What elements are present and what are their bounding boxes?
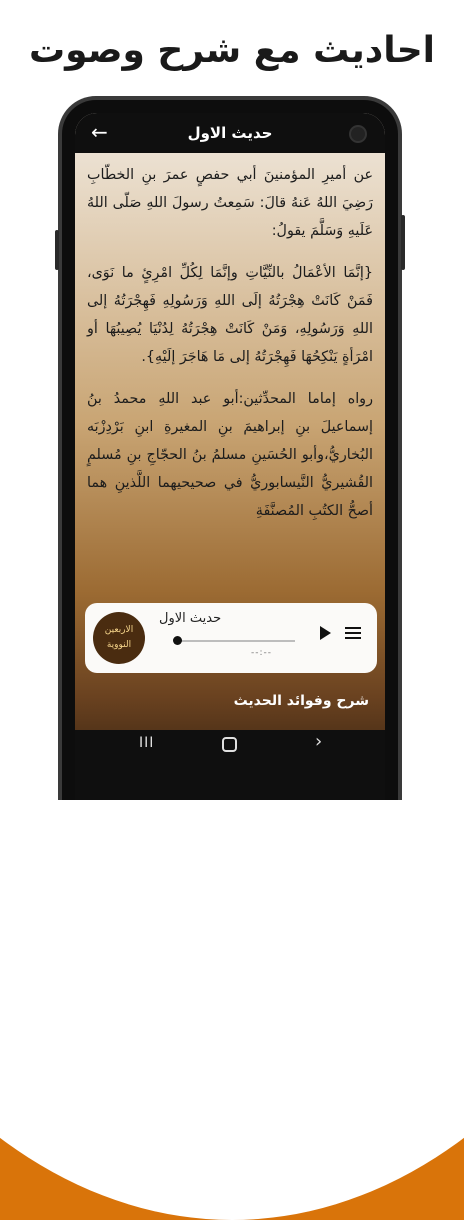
seek-bar[interactable] <box>177 640 295 642</box>
hadith-content <box>87 161 373 539</box>
explanation-section-title[interactable]: شرح وفوائد الحديث <box>233 693 369 709</box>
app-screen <box>75 113 385 800</box>
time-display: --:-- <box>251 648 273 658</box>
recents-icon[interactable]: III <box>139 735 155 751</box>
cover-line-1: الاربعين <box>104 625 134 635</box>
front-camera-icon <box>349 125 367 143</box>
promo-headline: احاديث مع شرح وصوت <box>28 30 436 71</box>
home-icon[interactable] <box>222 737 237 752</box>
hadith-intro: عن أميرِ المؤمنينَ أبي حفصٍ عمرَ بنِ الخطّابِ رَضِيَ اللهُ عَنهُ قالَ: سَمِعتُ رسولَ اللهِ صَلّى اللهُ عَلَيهِ وَسَلَّمَ يقولُ: <box>87 167 373 239</box>
play-icon[interactable] <box>320 626 331 640</box>
cover-line-2: النووية <box>106 640 132 650</box>
seek-thumb[interactable] <box>173 636 182 645</box>
system-nav-bar <box>75 730 385 800</box>
audio-player <box>85 603 377 673</box>
hadith-narration: رواه إماما المحدِّثين:أبو عبد اللهِ محمدُ بنُ إسماعيلَ بنِ إبراهيمَ بنِ المغيرةِ ابنِ بَرْدِزْبَه البُخاريُّ،وأبو الحُسَينِ مسلمُ بنُ الحجّاجِ بنِ مُسلمٍ القُشيريُّ النَّيسابوريُّ في صحيحيهما اللَّذينِ هما أصحُّ الكتُبِ المُصنَّفَةِ <box>87 391 373 519</box>
phone-volume-button <box>55 230 59 270</box>
nav-back-icon[interactable]: › <box>315 731 323 752</box>
track-title: حديث الاول <box>159 611 222 626</box>
menu-icon[interactable] <box>345 627 361 642</box>
page-title: حديث الاول <box>187 124 273 142</box>
album-cover <box>93 612 145 664</box>
hadith-text: {إنَّمَا الأعْمَالُ بالنِّيَّاتِ وإنَّمَا لِكُلِّ امْرِئٍ ما نَوَى، فَمَنْ كَانَتْ هِجْرَتُهُ إلَى اللهِ وَرَسُولِهِ فَهِجْرَتُهُ إلى اللهِ وَرَسُولِهِ، وَمَنْ كَانَتْ هِجْرَتُهُ لِدُنْيَا يُصِيبُهَا أو امْرَأةٍ يَنْكِحُهَا فَهِجْرَتُهُ إلى مَا هَاجَرَ إلَيْهِ}. <box>87 265 373 365</box>
phone-power-button <box>401 215 405 270</box>
app-bar <box>75 113 385 153</box>
arrow-left-icon[interactable]: ← <box>91 120 108 144</box>
